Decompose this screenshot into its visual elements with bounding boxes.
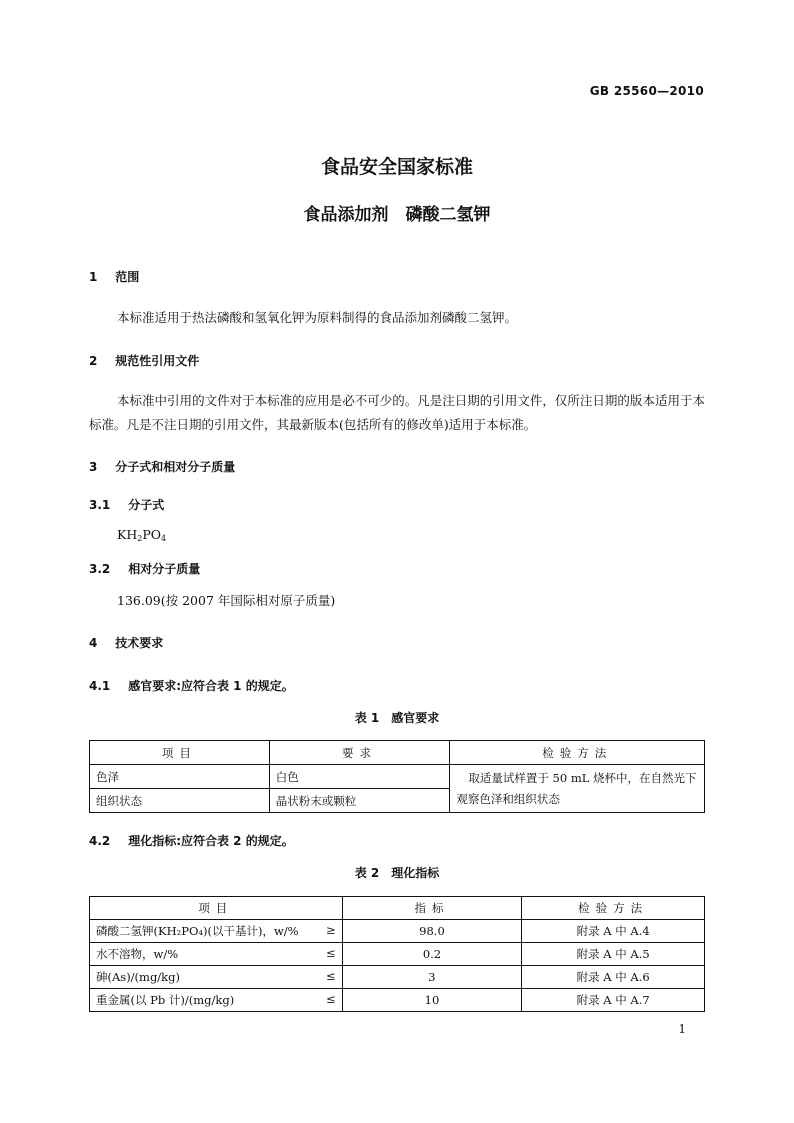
method-cell: 附录 A 中 A.5 (522, 943, 705, 966)
comparison-symbol: ≥ (325, 923, 336, 937)
section-number: 4.1 (89, 679, 111, 693)
item-label: 水不溶物，w/% (96, 947, 179, 961)
item-label: 砷(As)/(mg/kg) (96, 970, 180, 984)
section-1-text: 本标准适用于热法磷酸和氢氧化钾为原料制得的食品添加剂磷酸二氢钾。 (117, 310, 518, 325)
requirement-cell: 晶状粉末或颗粒 (269, 789, 450, 813)
molecular-weight: 136.09(按 2007 年国际相对原子质量) (117, 593, 336, 608)
item-cell (90, 966, 343, 989)
value-cell: 3 (342, 966, 522, 989)
table-1-caption: 表 1 感官要求 (354, 711, 440, 725)
column-header: 指标 (342, 897, 522, 920)
table-header-row (90, 741, 705, 765)
method-cell: 取适量试样置于 50 mL 烧杯中，在自然光下观察色泽和组织状态 (450, 765, 705, 813)
section-title: 范围 (115, 270, 140, 284)
sensory-requirements-table (89, 740, 705, 813)
item-cell: 组织状态 (90, 789, 270, 813)
item-cell: 色泽 (90, 765, 270, 789)
section-title: 感官要求:应符合表 1 的规定。 (128, 679, 294, 693)
method-cell: 附录 A 中 A.7 (522, 989, 705, 1012)
column-header: 项目 (90, 897, 343, 920)
requirement-cell: 白色 (269, 765, 450, 789)
molecular-formula: $KH_2PO_4$ (117, 527, 167, 543)
item-cell (90, 943, 343, 966)
section-4-1-heading (89, 677, 294, 694)
document-title: 食品安全国家标准 (320, 156, 473, 178)
section-number: 4 (89, 636, 98, 650)
section-title: 技术要求 (115, 636, 164, 650)
section-4-2-heading (89, 832, 294, 849)
method-cell: 附录 A 中 A.4 (522, 920, 705, 943)
comparison-symbol: ≤ (325, 946, 336, 960)
table-header-row (90, 897, 705, 920)
section-1-heading (89, 268, 139, 285)
section-title: 分子式 (128, 498, 165, 512)
section-title: 分子式和相对分子质量 (115, 460, 236, 474)
document-subtitle: 食品添加剂 磷酸二氢钾 (303, 205, 491, 225)
comparison-symbol: ≤ (325, 992, 336, 1006)
section-3-heading (89, 458, 235, 475)
value-cell: 10 (342, 989, 522, 1012)
table-2-caption: 表 2 理化指标 (354, 866, 440, 880)
item-label: 重金属(以 Pb 计)/(mg/kg) (96, 993, 235, 1007)
column-header: 项目 (90, 741, 270, 765)
column-header: 检验方法 (522, 897, 705, 920)
section-3-1-heading (89, 496, 164, 513)
section-number: 1 (89, 270, 98, 284)
section-number: 3.1 (89, 498, 111, 512)
column-header: 要求 (269, 741, 450, 765)
item-label: 磷酸二氢钾(KH₂PO₄)(以干基计)，w/% (96, 924, 299, 938)
section-title: 理化指标:应符合表 2 的规定。 (128, 834, 294, 848)
section-2-heading (89, 352, 199, 369)
section-2-text: 本标准中引用的文件对于本标准的应用是必不可少的。凡是注日期的引用文件，仅所注日期的版本适用于本标准。凡是不注日期的引用文件，其最新版本(包括所有的修改单)适用于本标准。 (89, 393, 705, 432)
section-number: 3.2 (89, 562, 111, 576)
item-cell (90, 920, 343, 943)
table-row (90, 989, 705, 1012)
method-cell: 附录 A 中 A.6 (522, 966, 705, 989)
column-header: 检验方法 (450, 741, 705, 765)
section-title: 相对分子质量 (128, 562, 201, 576)
table-row (90, 943, 705, 966)
table-row (90, 765, 705, 789)
table-row (90, 966, 705, 989)
standard-code: GB 25560—2010 (589, 84, 704, 98)
item-cell (90, 989, 343, 1012)
section-number: 3 (89, 460, 98, 474)
section-3-2-heading (89, 560, 200, 577)
section-4-heading (89, 634, 163, 651)
physicochemical-indicators-table (89, 896, 705, 1012)
value-cell: 0.2 (342, 943, 522, 966)
value-cell: 98.0 (342, 920, 522, 943)
section-number: 4.2 (89, 834, 111, 848)
section-number: 2 (89, 354, 98, 368)
page-number: 1 (678, 1022, 686, 1036)
comparison-symbol: ≤ (325, 969, 336, 983)
table-row (90, 920, 705, 943)
section-title: 规范性引用文件 (115, 354, 200, 368)
